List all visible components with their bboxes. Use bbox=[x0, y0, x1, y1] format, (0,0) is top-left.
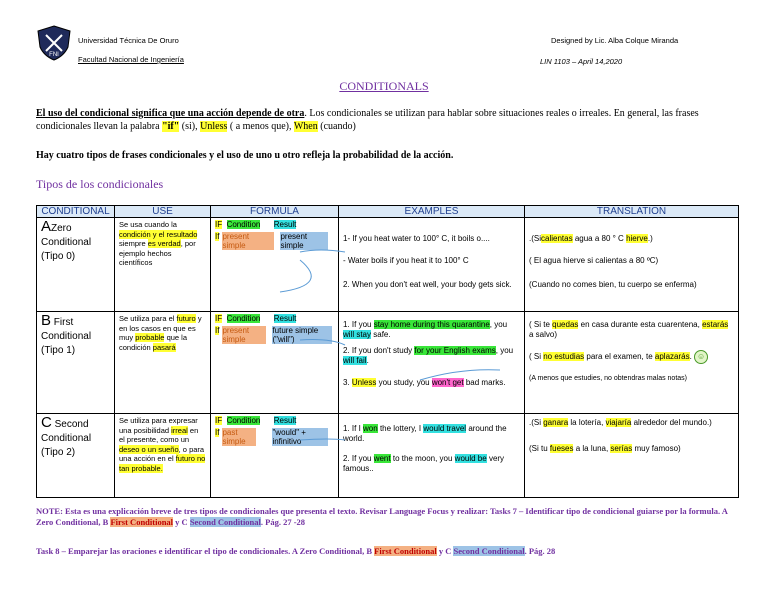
task8-paragraph: Task 8 – Emparejar las oraciones e identificar el tipo de condicionales. A Zero Conditional, B First Conditional y C Second Conditional. Pág. 28 bbox=[36, 546, 556, 556]
use-cell: Se usa cuando la condición y el resultado siempre es verdad, por ejemplo hechos científicos bbox=[115, 218, 211, 312]
intro-paragraph-2: Hay cuatro tipos de frases condicionales y el uso de uno u otro refleja la probabilidad de la acción. bbox=[36, 150, 454, 161]
intro-if: "if" bbox=[162, 121, 180, 132]
examples-cell: 1- If you heat water to 100° C, it boils o.... - Water boils if you heat it to 100° C 2. When you don't eat well, your body gets sick. bbox=[339, 218, 525, 312]
header-conditional: CONDITIONAL bbox=[37, 206, 115, 218]
intro-rest: . Los condicionales se utilizan para hablar sobre situaciones reales o irreales. En general, las frases condicionales llevan la palabra bbox=[36, 108, 699, 132]
university-name: Universidad Técnica De Oruro bbox=[78, 36, 179, 45]
course-date: LIN 1103 – April 14,2020 bbox=[540, 57, 623, 66]
smiley-icon: ☺ bbox=[694, 350, 708, 364]
formula-cell: IF Condition Result If present simple future simple ("will") bbox=[211, 312, 339, 414]
table-row bbox=[37, 312, 739, 414]
intro-when-meaning: (cuando) bbox=[320, 121, 356, 132]
use-cell: Se utiliza para el futuro y en los casos en que es muy probable que la condición pasará bbox=[115, 312, 211, 414]
svg-text:FNI: FNI bbox=[49, 52, 59, 58]
header-use: USE bbox=[115, 206, 211, 218]
intro-unless: Unless bbox=[200, 121, 228, 132]
header-examples: EXAMPLES bbox=[339, 206, 525, 218]
examples-cell: 1. If you stay home during this quarantine, you will stay safe. 2. If you don't study for your English exams, you will fail. 3. Unless you study, you won't get bad marks. bbox=[339, 312, 525, 414]
note-paragraph: NOTE: Esta es una explicación breve de tres tipos de condicionales que presenta el texto. Revisar Language Focus y realizar: Tasks 7 – Identificar tipo de condicional guiarse por la formula. A Zero Conditional, B First Conditional y C Second Conditional. Pág. 27 -28 bbox=[36, 506, 728, 527]
header-translation: TRANSLATION bbox=[525, 206, 739, 218]
formula-cell: IF Condition Result If present simple present simple bbox=[211, 218, 339, 312]
page-title: CONDITIONALS bbox=[339, 79, 429, 93]
conditionals-table bbox=[36, 205, 739, 498]
conditional-cell: B First Conditional (Tipo 1) bbox=[37, 312, 115, 414]
section-title: Tipos de los condicionales bbox=[36, 177, 164, 191]
use-cell: Se utiliza para expresar una posibilidad irreal en el presente, como un deseo o un sueño, o para una acción en el futuro no tan probable. bbox=[115, 414, 211, 498]
header-formula: FORMULA bbox=[211, 206, 339, 218]
table-row bbox=[37, 218, 739, 312]
table-row bbox=[37, 414, 739, 498]
intro-bold: El uso del condicional significa que una acción depende de otra bbox=[36, 108, 305, 119]
conditional-cell: AZero Conditional (Tipo 0) bbox=[37, 218, 115, 312]
examples-cell: 1. If I won the lottery, I would travel around the world. 2. If you went to the moon, you would be very famous.. bbox=[339, 414, 525, 498]
logo bbox=[36, 25, 72, 61]
conditional-cell: C Second Conditional (Tipo 2) bbox=[37, 414, 115, 498]
translation-cell: .(Sicalientas agua a 80 ° C hierve.) ( El agua hierve si calientas a 80 ºC) (Cuando no comes bien, tu cuerpo se enferma) bbox=[525, 218, 739, 312]
intro-unless-meaning: ( a menos que), bbox=[229, 121, 292, 132]
designed-by: Designed by Lic. Alba Colque Miranda bbox=[551, 36, 679, 45]
translation-cell: .(Si ganara la lotería, viajaría alrededor del mundo.) (Si tu fueses a la luna, serías muy famoso) bbox=[525, 414, 739, 498]
intro-when: When bbox=[293, 121, 318, 132]
intro-si: (si), bbox=[181, 121, 198, 132]
faculty-name: Facultad Nacional de Ingeniería bbox=[78, 55, 184, 64]
translation-cell: ( Si te quedas en casa durante esta cuarentena, estarás a salvo) ( Si no estudias para el examen, te aplazarás. ☺ (A menos que estudies, no obtendras malas notas) bbox=[525, 312, 739, 414]
intro-paragraph bbox=[36, 107, 736, 133]
formula-cell: IF Condition Result If past simple "would" + infinitivo bbox=[211, 414, 339, 498]
